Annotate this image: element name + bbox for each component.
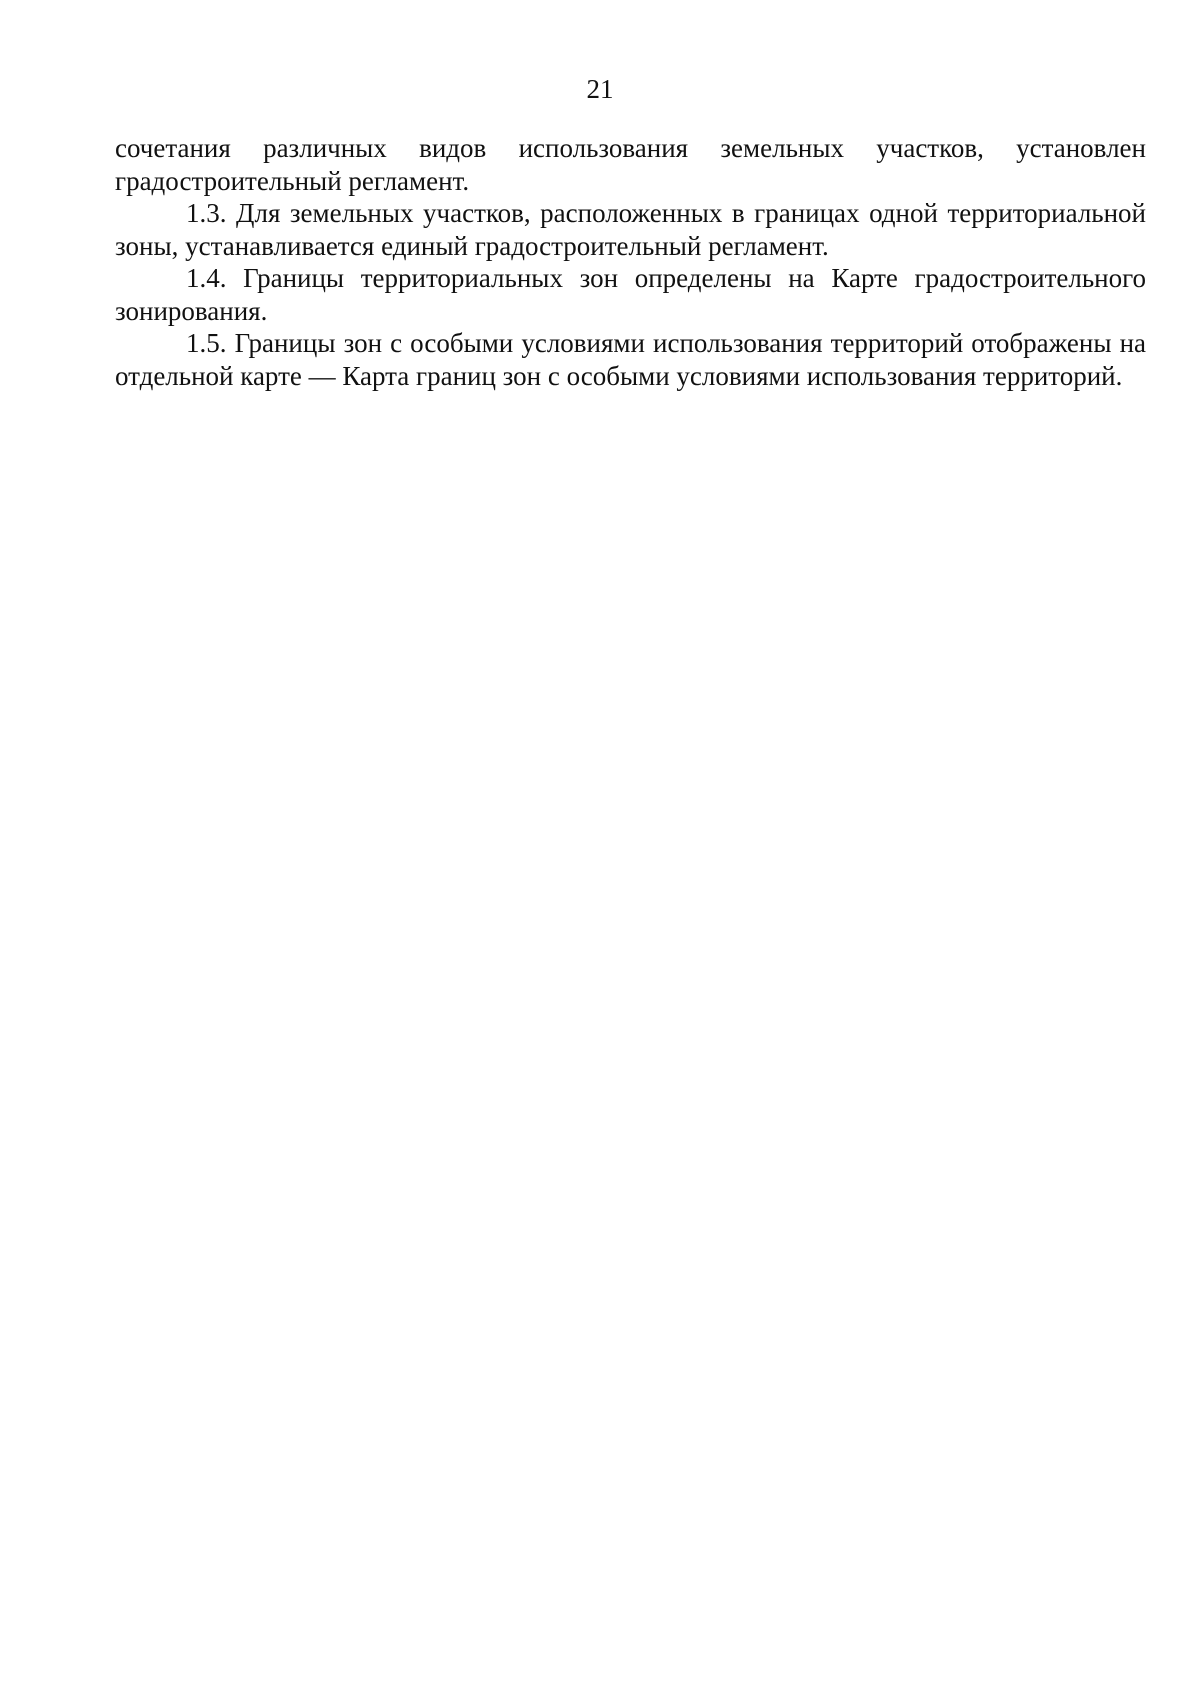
paragraph-number: 1.3. bbox=[186, 198, 227, 228]
paragraph-1-4 bbox=[115, 262, 1146, 327]
paragraph-text: Границы территориальных зон определены на Карте градостроительного зонирования. bbox=[115, 263, 1147, 326]
paragraph-text: сочетания различных видов использования земельных участков, установлен градостроительный регламент. bbox=[115, 133, 1146, 196]
paragraph-text: Для земельных участков, расположенных в границах одной территориальной зоны, устанавливается единый градостроительный регламент. bbox=[115, 198, 1147, 261]
document-body bbox=[115, 132, 1146, 392]
paragraph-continuation bbox=[115, 132, 1146, 197]
paragraph-text: Границы зон с особыми условиями использования территорий отображены на отдельной карте — Карта границ зон с особыми условиями использования территорий. bbox=[115, 328, 1147, 391]
paragraph-number: 1.5. bbox=[186, 328, 227, 358]
paragraph-1-5 bbox=[115, 327, 1146, 392]
page-number: 21 bbox=[586, 74, 614, 104]
paragraph-number: 1.4. bbox=[186, 263, 227, 293]
paragraph-1-3 bbox=[115, 197, 1146, 262]
